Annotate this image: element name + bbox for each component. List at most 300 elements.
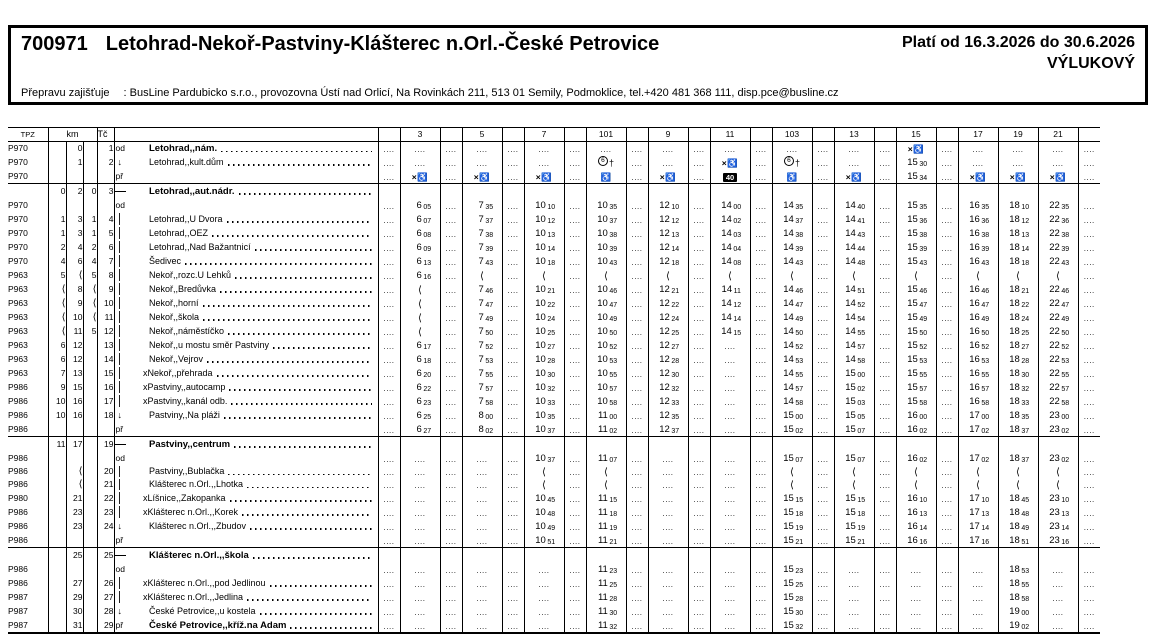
spacer-cell (750, 380, 772, 394)
no-service-dots: .... (1083, 313, 1095, 323)
time-hour: 14 (783, 396, 794, 407)
spacer-cell (688, 451, 710, 465)
km-cell (66, 169, 83, 184)
spacer-cell (936, 465, 958, 478)
time-cell (462, 155, 502, 169)
time-minute: 16 (423, 274, 432, 281)
km-cell: 4 (83, 254, 97, 268)
time-cell (998, 576, 1038, 590)
time-minute: 30 (919, 161, 928, 168)
spacer-cell (936, 548, 958, 563)
time-minute: 28 (795, 596, 804, 603)
time-minute: 43 (485, 260, 494, 267)
stop-row (8, 324, 1100, 338)
route-skip-mark: ⟨ (1016, 270, 1020, 282)
no-service-dots: .... (879, 172, 891, 182)
time-cell (1038, 505, 1078, 519)
time-hour: 6 (416, 340, 422, 351)
time-hour: 12 (659, 410, 670, 421)
no-service-dots: .... (414, 522, 426, 532)
time-minute: 47 (981, 302, 990, 309)
spacer-cell (564, 142, 586, 156)
no-service-dots: .... (817, 454, 829, 464)
spacer-cell (564, 519, 586, 533)
no-service-dots: .... (1012, 145, 1024, 154)
tc-cell: 10 (97, 296, 114, 310)
time-hour: 14 (845, 312, 856, 323)
no-service-dots: .... (569, 607, 581, 617)
km-cell (83, 338, 97, 352)
spacer-cell (812, 465, 834, 478)
spacer-cell (688, 562, 710, 576)
mark-cell (114, 169, 132, 184)
spacer-cell (688, 254, 710, 268)
time-cell (896, 604, 936, 618)
stop-name-wrap (132, 157, 378, 168)
time-minute: 37 (547, 428, 556, 435)
spacer-cell (440, 226, 462, 240)
time-hour: 14 (783, 354, 794, 365)
spacer-cell (750, 576, 772, 590)
time-minute: 07 (857, 457, 866, 464)
time-minute: 35 (1021, 414, 1030, 421)
time-cell (710, 618, 750, 633)
route-skip-mark: ⟨ (418, 326, 422, 338)
time-cell (400, 226, 440, 240)
no-service-dots: .... (383, 327, 395, 337)
time-hour: 23 (1049, 535, 1060, 546)
time-minute: 51 (547, 539, 556, 546)
spacer-cell (626, 451, 648, 465)
time-hour: 14 (783, 298, 794, 309)
km-cell (83, 142, 97, 156)
service-symbols: ×♿ (411, 171, 429, 182)
time-hour: 15 (907, 312, 918, 323)
no-service-dots: .... (755, 468, 767, 477)
time-minute: 38 (609, 232, 618, 239)
time-cell (586, 366, 626, 380)
time-hour: 23 (1049, 410, 1060, 421)
time-minute: 16 (919, 539, 928, 546)
time-minute: 19 (795, 525, 804, 532)
time-minute: 14 (1021, 246, 1030, 253)
time-hour: 18 (1009, 493, 1020, 504)
no-service-dots: .... (879, 508, 891, 518)
time-cell (834, 324, 874, 338)
no-service-dots: .... (693, 508, 705, 518)
time-cell (896, 240, 936, 254)
time-cell (462, 212, 502, 226)
spacer-cell (626, 226, 648, 240)
km-cell: 31 (66, 618, 83, 633)
time-cell (998, 437, 1038, 452)
stop-name: Klášterec n.Orl.,,škola (149, 549, 249, 561)
no-service-dots: .... (755, 229, 767, 239)
spacer-cell (1078, 366, 1100, 380)
time-cell (400, 451, 440, 465)
time-cell (834, 142, 874, 156)
time-hour: 11 (597, 521, 608, 532)
time-cell (1038, 519, 1078, 533)
stop-name-cell (132, 254, 378, 268)
km-cell: 10 (48, 408, 66, 422)
holiday-dagger-icon: † (794, 157, 800, 168)
time-cell (834, 451, 874, 465)
time-hour: 10 (535, 410, 546, 421)
time-cell (834, 491, 874, 505)
time-cell (586, 380, 626, 394)
no-service-dots: .... (569, 158, 581, 168)
time-hour: 12 (659, 382, 670, 393)
time-cell (772, 324, 812, 338)
no-service-dots: .... (445, 158, 457, 168)
time-minute: 02 (919, 457, 928, 464)
no-service-dots: .... (755, 369, 767, 379)
time-minute: 49 (1061, 316, 1070, 323)
time-hour: 22 (1049, 396, 1060, 407)
dot-leader (221, 151, 371, 153)
route-line (119, 381, 120, 393)
stop-name-wrap (132, 439, 378, 450)
mark-cell (114, 618, 132, 633)
no-service-dots: .... (445, 369, 457, 379)
time-cell (834, 155, 874, 169)
time-hour: 22 (1049, 242, 1060, 253)
time-cell (586, 226, 626, 240)
spacer-cell (812, 422, 834, 437)
time-cell (998, 465, 1038, 478)
time-hour: 10 (597, 298, 608, 309)
no-service-dots: .... (662, 579, 674, 589)
time-cell (896, 562, 936, 576)
spacer-cell (936, 212, 958, 226)
time-minute: 47 (1061, 302, 1070, 309)
time-cell (462, 226, 502, 240)
time-minute: 13 (671, 232, 680, 239)
arrival-label: př (115, 170, 124, 181)
no-service-dots: .... (1083, 593, 1095, 603)
time-minute: 58 (795, 400, 804, 407)
no-service-dots: .... (383, 383, 395, 393)
no-service-dots: .... (848, 593, 860, 603)
time-cell (772, 562, 812, 576)
time-cell (400, 366, 440, 380)
time-hour: 6 (416, 396, 422, 407)
time-cell (834, 310, 874, 324)
spacer-cell (750, 212, 772, 226)
time-cell (958, 618, 998, 633)
spacer-cell (440, 310, 462, 324)
time-minute: 50 (485, 330, 494, 337)
time-hour: 12 (659, 354, 670, 365)
no-service-dots: .... (848, 565, 860, 575)
service-symbols: ×♿ (1009, 171, 1027, 182)
no-service-dots: .... (476, 565, 488, 575)
no-service-dots: .... (569, 468, 581, 477)
service-symbols: ×♿ (535, 171, 553, 182)
spacer-cell (626, 562, 648, 576)
time-minute: 22 (1021, 302, 1030, 309)
no-service-dots: .... (445, 468, 457, 477)
time-minute: 35 (919, 204, 928, 211)
stop-row (8, 562, 1100, 576)
spacer-cell (688, 604, 710, 618)
spacer-cell (440, 366, 462, 380)
time-minute: 03 (857, 400, 866, 407)
tc-cell: 19 (97, 437, 114, 452)
time-hour: 14 (845, 256, 856, 267)
stop-name-cell (132, 478, 378, 491)
time-hour: 15 (845, 424, 856, 435)
time-cell (998, 562, 1038, 576)
time-hour: 10 (597, 228, 608, 239)
time-minute: 43 (857, 232, 866, 239)
tpz-cell: P986 (8, 394, 48, 408)
time-hour: 15 (783, 606, 794, 617)
route-line (119, 395, 120, 407)
time-cell (958, 338, 998, 352)
spacer-cell (750, 310, 772, 324)
time-minute: 21 (1021, 288, 1030, 295)
time-cell (710, 198, 750, 212)
stop-name-cell (132, 548, 378, 563)
time-hour: 18 (1009, 242, 1020, 253)
spacer-cell (750, 437, 772, 452)
stop-name-cell (132, 212, 378, 226)
no-service-dots: .... (817, 229, 829, 239)
spacer-cell (626, 366, 648, 380)
spacer-cell (564, 380, 586, 394)
spacer-cell (440, 576, 462, 590)
service-number: 19 (998, 128, 1038, 142)
spacer-cell (750, 240, 772, 254)
dot-leader (203, 305, 372, 307)
mark-cell (114, 422, 132, 437)
no-service-dots: .... (817, 201, 829, 211)
time-cell (524, 505, 564, 519)
time-cell (586, 618, 626, 633)
time-minute: 04 (733, 246, 742, 253)
spacer-cell (936, 282, 958, 296)
spacer-cell (440, 324, 462, 338)
time-cell (400, 169, 440, 184)
no-service-dots: .... (941, 397, 953, 407)
no-service-dots: .... (755, 257, 767, 267)
time-hour: 16 (969, 396, 980, 407)
mark-cell (114, 519, 132, 533)
time-hour: 6 (416, 256, 422, 267)
spacer-cell (750, 505, 772, 519)
no-service-dots: .... (755, 243, 767, 253)
km-cell (66, 198, 83, 212)
time-cell (524, 366, 564, 380)
mark-cell (114, 408, 132, 422)
time-minute: 10 (1021, 204, 1030, 211)
tpz-cell: P970 (8, 142, 48, 156)
no-service-dots: .... (755, 593, 767, 603)
tpz-cell: P963 (8, 310, 48, 324)
time-cell (524, 296, 564, 310)
no-service-dots: .... (879, 593, 891, 603)
time-minute: 30 (609, 610, 618, 617)
time-cell (710, 519, 750, 533)
stop-name: Letohrad,,aut.nádr. (149, 185, 235, 197)
time-minute: 15 (857, 497, 866, 504)
no-service-dots: .... (569, 411, 581, 421)
spacer-cell (564, 366, 586, 380)
no-service-dots: .... (1052, 158, 1064, 168)
no-service-dots: .... (755, 397, 767, 407)
stop-name-cell (132, 562, 378, 576)
time-minute: 30 (671, 372, 680, 379)
spacer-cell (626, 408, 648, 422)
time-cell (648, 505, 688, 519)
spacer-cell (688, 296, 710, 310)
stop-name: Letohrad,,Nad Bažantnicí (149, 241, 251, 252)
spacer-cell (688, 519, 710, 533)
time-minute: 00 (1061, 414, 1070, 421)
spacer-cell (874, 394, 896, 408)
spacer-cell (1078, 590, 1100, 604)
mark-cell (114, 576, 132, 590)
no-service-dots: .... (631, 468, 643, 477)
time-hour: 14 (783, 284, 794, 295)
time-minute: 00 (981, 414, 990, 421)
time-cell (958, 296, 998, 310)
route-skip-mark: ⟨ (1056, 270, 1060, 282)
time-cell (772, 533, 812, 548)
time-minute: 48 (1021, 511, 1030, 518)
time-hour: 15 (783, 453, 794, 464)
time-cell (524, 408, 564, 422)
no-service-dots: .... (445, 355, 457, 365)
spacer-cell (1078, 310, 1100, 324)
no-service-dots: .... (569, 229, 581, 239)
no-service-dots: .... (631, 494, 643, 504)
route-line (119, 227, 120, 239)
no-service-dots: .... (445, 145, 457, 154)
spacer-cell (440, 491, 462, 505)
no-service-dots: .... (507, 536, 519, 546)
spacer-column (812, 128, 834, 142)
time-cell (772, 451, 812, 465)
time-hour: 14 (845, 214, 856, 225)
time-cell (648, 576, 688, 590)
spacer-cell (502, 184, 524, 199)
no-service-dots: .... (817, 158, 829, 168)
time-hour: 22 (1049, 214, 1060, 225)
no-service-dots: .... (941, 369, 953, 379)
dot-leader (239, 193, 372, 195)
mark-cell (114, 465, 132, 478)
km-cell (83, 505, 97, 519)
stop-name-cell (132, 604, 378, 618)
tc-cell: 24 (97, 519, 114, 533)
time-cell (462, 282, 502, 296)
time-cell (772, 408, 812, 422)
no-service-dots: .... (693, 593, 705, 603)
no-service-dots: .... (507, 607, 519, 617)
spacer-cell (936, 142, 958, 156)
no-service-dots: .... (879, 341, 891, 351)
spacer-cell (750, 408, 772, 422)
km-cell (83, 491, 97, 505)
time-cell (1038, 366, 1078, 380)
time-cell (462, 254, 502, 268)
spacer-cell (626, 548, 648, 563)
spacer-cell (936, 184, 958, 199)
mark-cell (114, 478, 132, 491)
time-minute: 10 (547, 204, 556, 211)
time-cell (462, 240, 502, 254)
time-cell (998, 533, 1038, 548)
no-service-dots: .... (817, 355, 829, 365)
time-cell (462, 324, 502, 338)
time-cell (834, 437, 874, 452)
no-service-dots: .... (569, 341, 581, 351)
stop-row (8, 352, 1100, 366)
spacer-cell (626, 338, 648, 352)
route-skip-mark: ⟨ (976, 270, 980, 282)
time-cell (400, 562, 440, 576)
spacer-cell (936, 155, 958, 169)
time-cell (710, 478, 750, 491)
time-hour: 15 (783, 592, 794, 603)
no-service-dots: .... (879, 383, 891, 393)
route-skip-mark: ⟨ (542, 270, 546, 282)
no-service-dots: .... (693, 145, 705, 154)
time-hour: 11 (597, 507, 608, 518)
no-service-dots: .... (445, 215, 457, 225)
time-cell (524, 590, 564, 604)
spacer-cell (440, 519, 462, 533)
km-cell (48, 478, 66, 491)
time-cell (958, 478, 998, 491)
time-cell (400, 604, 440, 618)
spacer-cell (626, 212, 648, 226)
stop-name-cell (132, 519, 378, 533)
no-service-dots: .... (1083, 425, 1095, 435)
time-hour: 6 (416, 228, 422, 239)
no-service-dots: .... (569, 299, 581, 309)
spacer-cell (502, 604, 524, 618)
spacer-cell (812, 212, 834, 226)
time-cell (1038, 562, 1078, 576)
time-cell (1038, 324, 1078, 338)
dot-leader (220, 291, 371, 293)
time-minute: 52 (485, 344, 494, 351)
no-service-dots: .... (1083, 257, 1095, 267)
time-cell (1038, 226, 1078, 240)
time-cell (998, 519, 1038, 533)
no-service-dots: .... (879, 145, 891, 154)
mark-cell (114, 254, 132, 268)
no-service-dots: .... (383, 172, 395, 182)
time-hour: 15 (783, 410, 794, 421)
time-minute: 19 (609, 525, 618, 532)
km-cell (83, 422, 97, 437)
spacer-cell (378, 380, 400, 394)
route-skip-mark: ⟨ (728, 270, 732, 282)
service-number: 101 (586, 128, 626, 142)
time-cell (834, 618, 874, 633)
time-hour: 18 (1009, 535, 1020, 546)
no-service-dots: .... (972, 593, 984, 603)
stop-name-wrap (132, 578, 378, 589)
no-service-dots: .... (879, 271, 891, 281)
stop-name-wrap (132, 507, 378, 518)
tpz-cell: P963 (8, 324, 48, 338)
